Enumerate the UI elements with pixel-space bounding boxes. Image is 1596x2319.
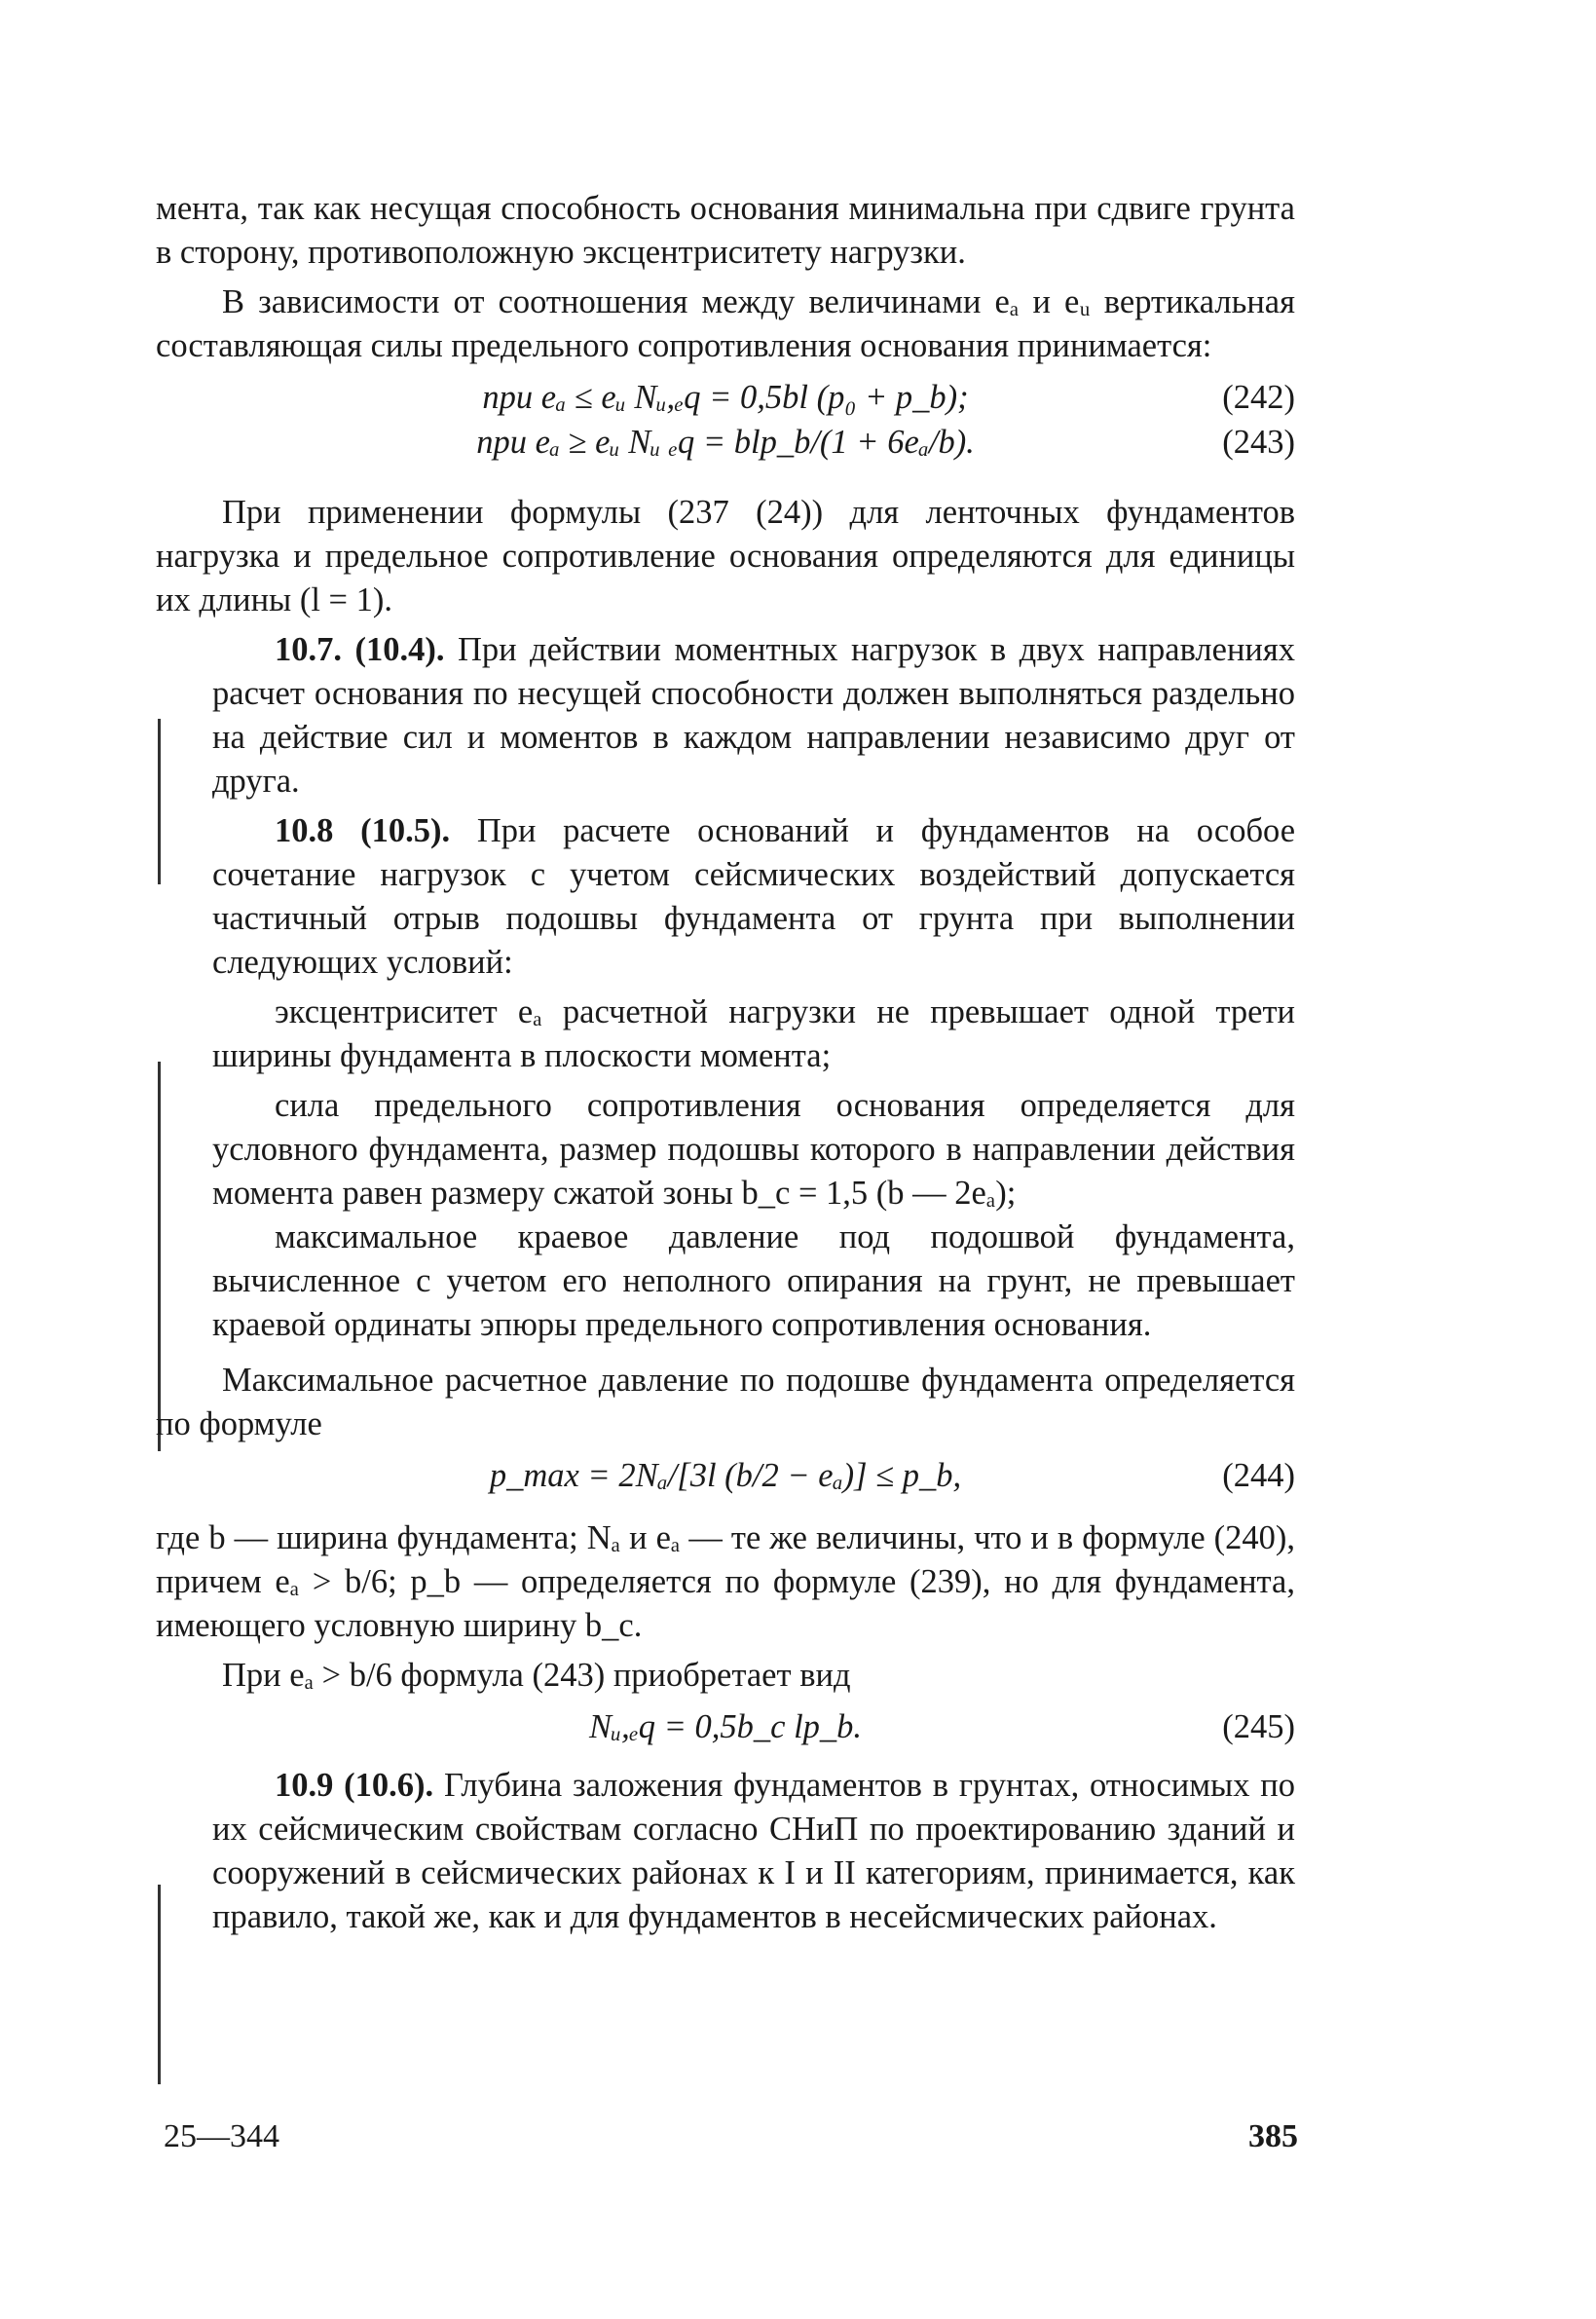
page-number: 385 [1248,2118,1298,2154]
section-label: 10.7. (10.4). [275,631,445,668]
condition-item: сила предельного сопротивления основания определяется для условного фундамента, размер подошвы которого в направлении действия момента равен размеру сжатой зоны b_c = 1,5 (b — 2eₐ); [212,1087,1295,1212]
section-10-7 [212,628,1295,985]
equation-243 [156,421,1295,466]
body-text [156,187,1295,1939]
section-text: Глубина заложения фундаментов в грунтах, относимых по их сейсмическим свойствам согласно СНиП по проектированию зданий и сооружений в сейсмических районах к I и II категориям, принимается, как правило, такой же, как и для фундаментов в несейсмических районах. [212,1767,1296,1935]
section-text: При расчете оснований и фундаментов на особое сочетание нагрузок с учетом сейсмических воздействий допускается частичный отрыв подошвы фундамента от грунта при выполнении следующих условий: [212,812,1296,981]
condition-item: максимальное краевое давление под подошвой фундамента, вычисленное с учетом его неполного опирания на грунт, не превышает краевой ординаты эпюры предельного сопротивления основания. [212,1218,1295,1343]
footer-signature: 25—344 [164,2118,279,2154]
equation-text: Nᵤ,ₑq = 0,5b_c lp_b. [588,1708,863,1745]
equation-text: при eₐ ≤ eᵤ Nᵤ,ₑq = 0,5bl (p₀ + p_b); [482,379,969,416]
section-10-9 [212,1764,1295,1939]
section-label: 10.8 (10.5). [275,812,451,849]
section-text: При действии моментных нагрузок в двух направлениях расчет основания по несущей способности должен выполняться раздельно на действие сил и моментов в каждом направлении независимо друг от друга. [212,631,1296,800]
equation-number: (245) [1222,1708,1295,1745]
paragraph: При применении формулы (237 (24)) для ленточных фундаментов нагрузка и предельное сопротивление основания определяются для единицы их длины (l = 1). [156,494,1295,618]
equation-number: (242) [1222,379,1295,416]
equation-number: (243) [1222,424,1295,461]
equation-text: при eₐ ≥ eᵤ Nᵤ ₑq = blp_b/(1 + 6eₐ/b). [476,424,975,461]
conditions-list [212,985,1295,1347]
equation-245 [156,1705,1295,1750]
section-label: 10.9 (10.6). [275,1767,434,1804]
equation-244 [156,1454,1295,1499]
equation-242 [156,376,1295,421]
equation-number: (244) [1222,1457,1295,1494]
equation-text: p_max = 2Nₐ/[3l (b/2 − eₐ)] ≤ p_b, [489,1457,962,1494]
paragraph: При eₐ > b/6 формула (243) приобретает вид [222,1657,851,1694]
paragraph: мента, так как несущая способность основания минимальна при сдвиге грунта в сторону, противоположную эксцентриситету нагрузки. [156,190,1295,271]
paragraph: где b — ширина фундамента; Nₐ и eₐ — те же величины, что и в формуле (240), причем eₐ > b/6; p_b — определяется по формуле (239), но для фундамента, имеющего условную ширину b_c. [156,1519,1295,1644]
condition-item: эксцентриситет eₐ расчетной нагрузки не превышает одной трети ширины фундамента в плоскости момента; [212,993,1295,1074]
paragraph: Максимальное расчетное давление по подошве фундамента определяется по формуле [156,1362,1295,1442]
paragraph: В зависимости от соотношения между величинами eₐ и eᵤ вертикальная составляющая силы предельного сопротивления основания принимается: [156,283,1295,364]
